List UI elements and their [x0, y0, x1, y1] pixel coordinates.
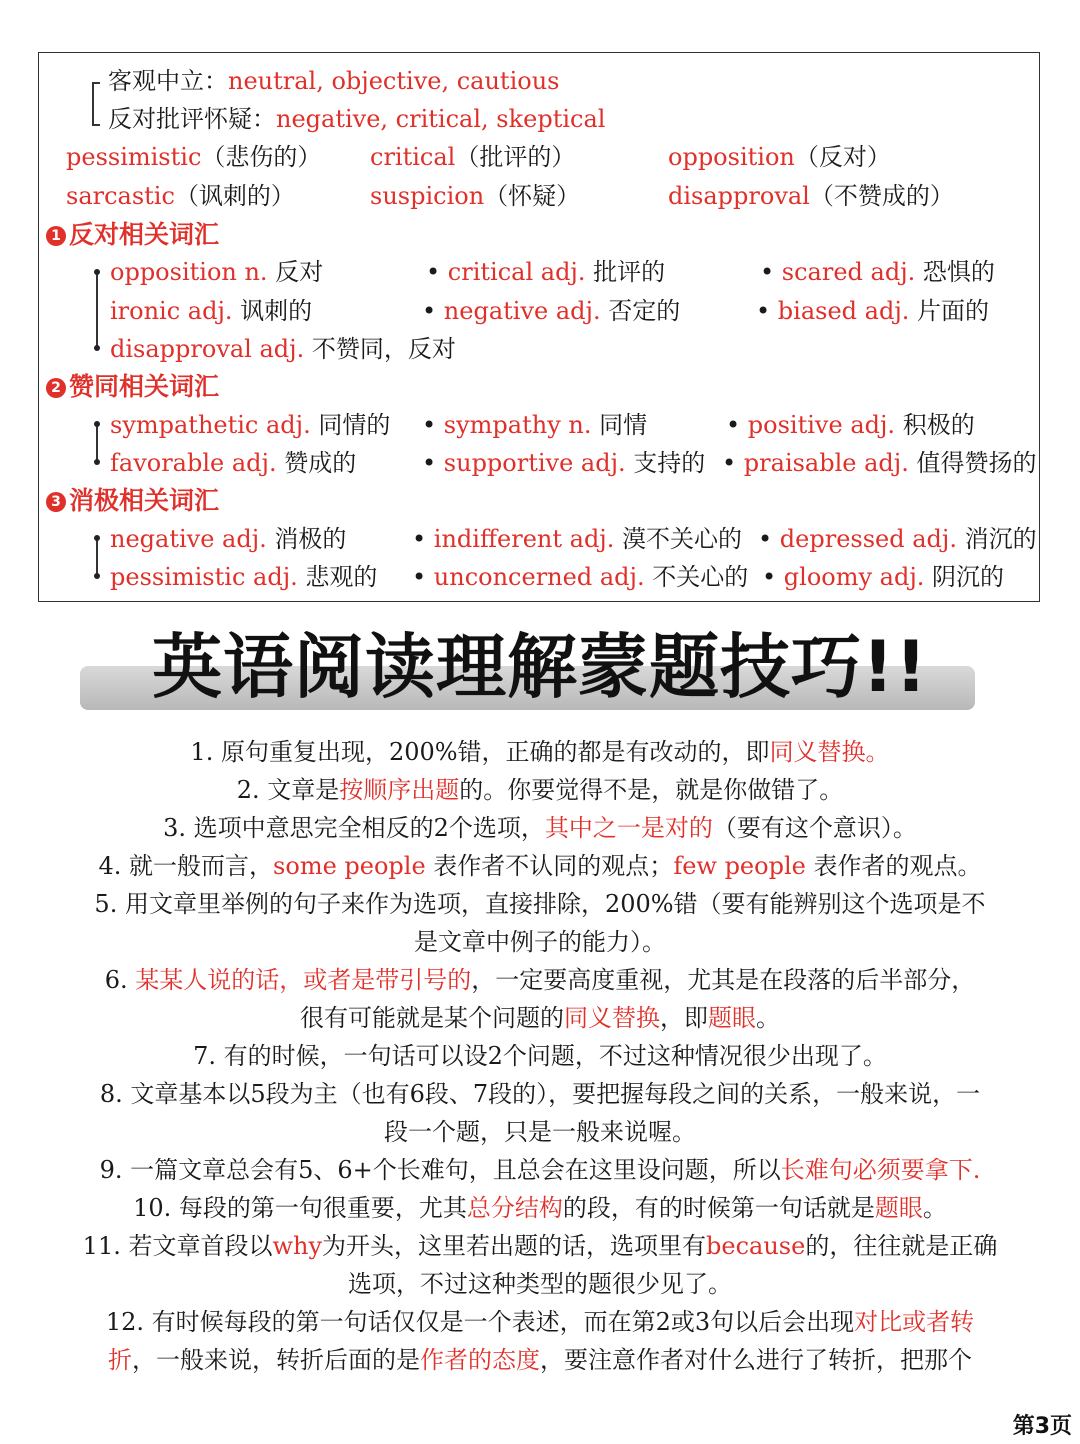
tip-line [30, 999, 1050, 1037]
negative-line [108, 104, 605, 134]
vocab-item: • indifferent adj. 漠不关心的 [412, 525, 743, 553]
vocab-item: • sympathy n. 同情 [422, 411, 648, 439]
pair-en: opposition [668, 143, 795, 171]
tip-text: 1. 原句重复出现，200%错，正确的都是有改动的，即 [190, 738, 770, 766]
pair-zh: （不赞成的） [809, 182, 954, 210]
vocab-en: sympathetic adj. [110, 411, 311, 439]
tip-highlight: few people [673, 852, 806, 880]
vocab-en: biased adj. [777, 297, 910, 325]
vocab-zh: 反对 [267, 258, 324, 286]
tip-text: 8. 文章基本以5段为主（也有6段、7段的），要把握每段之间的关系，一般来说，一 [99, 1080, 981, 1108]
tip-text: 的，往往就是正确 [805, 1232, 998, 1260]
vocab-item: • negative adj. 否定的 [422, 297, 681, 325]
vocab-zh: 不关心的 [644, 563, 749, 591]
vocab-item [110, 257, 323, 287]
tip-text: 7. 有的时候，一句话可以设2个问题，不过这种情况很少出现了。 [193, 1042, 887, 1070]
tip-text: 表作者的观点。 [805, 852, 982, 880]
list-connector [96, 538, 98, 576]
tip-line [30, 733, 1050, 771]
section-number: 3 [46, 492, 66, 512]
tip-text: 3. 选项中意思完全相反的2个选项， [163, 814, 545, 842]
vocab-en: indifferent adj. [433, 525, 615, 553]
vocab-zh: 积极的 [895, 411, 975, 439]
tip-line [30, 1037, 1050, 1075]
tip-highlight: 按顺序出题 [339, 776, 460, 804]
tip-text: ，一定要高度重视，尤其是在段落的后半部分， [471, 966, 976, 994]
pair-en: sarcastic [66, 182, 175, 210]
vocab-zh: 消极的 [266, 525, 347, 553]
tip-text: ，要注意作者对什么进行了转折，把那个 [540, 1346, 972, 1374]
section-title: 赞同相关词汇 [69, 372, 220, 401]
tip-text: 段一个题，只是一般来说喔。 [384, 1118, 696, 1146]
tip-text: 的。你要觉得不是，就是你做错了。 [459, 776, 844, 804]
vocab-item: • scared adj. 恐惧的 [760, 258, 995, 286]
section-heading-opposition [46, 220, 219, 250]
list-connector [96, 424, 98, 462]
vocab-zh: 支持的 [625, 449, 706, 477]
bullet-dot [94, 459, 100, 465]
vocab-en: praisable adj. [743, 449, 909, 477]
bullet-dot [94, 269, 100, 275]
tip-line [30, 1227, 1050, 1265]
bullet-dot [94, 421, 100, 427]
vocab-item [110, 334, 456, 364]
list-connector [96, 272, 98, 348]
tip-text: 为开头，这里若出题的话，选项里有 [322, 1232, 707, 1260]
vocab-zh: 不赞同，反对 [304, 335, 456, 363]
section-heading-approval [46, 372, 219, 402]
tip-text: 的段，有的时候第一句话就是 [562, 1194, 875, 1222]
attitude-pair [66, 142, 321, 172]
tip-item [30, 771, 1050, 809]
tip-text: 2. 文章是 [236, 776, 340, 804]
tip-highlight: 同义替换 [564, 1004, 660, 1032]
negative-label: 反对批评怀疑： [108, 105, 276, 133]
tip-text: 10. 每段的第一句很重要，尤其 [133, 1194, 467, 1222]
tip-item [30, 1303, 1050, 1379]
tip-text: 。 [922, 1194, 947, 1222]
vocab-zh: 同情 [591, 411, 648, 439]
vocab-en: pessimistic adj. [110, 563, 298, 591]
page-number: 第3页 [1012, 1414, 1072, 1439]
vocab-item: • depressed adj. 消沉的 [758, 525, 1037, 553]
vocab-item [110, 410, 390, 440]
vocab-item [110, 296, 312, 326]
pair-en: disapproval [668, 182, 810, 210]
tip-line [30, 1189, 1050, 1227]
vocab-en: gloomy adj. [783, 563, 925, 591]
vocab-zh: 阴沉的 [924, 563, 1005, 591]
vocab-zh: 赞成的 [276, 449, 357, 477]
section-number: 1 [46, 226, 66, 246]
tip-line [30, 1303, 1050, 1341]
vocab-en: critical adj. [447, 258, 586, 286]
vocab-en: positive adj. [747, 411, 896, 439]
vocab-item: • supportive adj. 支持的 [422, 449, 706, 477]
attitude-pair [668, 181, 954, 211]
tips-list [30, 733, 1050, 1379]
tip-highlight: 作者的态度 [420, 1346, 540, 1374]
tip-item [30, 961, 1050, 1037]
vocab-zh: 否定的 [600, 297, 681, 325]
tip-highlight: some people [273, 852, 426, 880]
vocab-item: • positive adj. 积极的 [726, 411, 975, 439]
pair-zh: （批评的） [455, 143, 576, 171]
vocab-en: disapproval adj. [110, 335, 305, 363]
attitude-bracket [92, 82, 100, 126]
tip-text: 5. 用文章里举例的句子来作为选项，直接排除，200%错（要有能辨别这个选项是不 [94, 890, 986, 918]
tip-highlight: 同义替换。 [769, 738, 890, 766]
tip-line [30, 961, 1050, 999]
pair-zh: （悲伤的） [201, 143, 322, 171]
tip-text: 。 [756, 1004, 780, 1032]
attitude-pair [668, 142, 891, 172]
tip-line [30, 847, 1050, 885]
tip-text: 表作者不认同的观点； [425, 852, 674, 880]
tip-highlight: 折 [108, 1346, 132, 1374]
neutral-words: neutral, objective, cautious [228, 67, 560, 95]
tip-item [30, 885, 1050, 961]
vocab-zh: 批评的 [585, 258, 666, 286]
tip-item [30, 1037, 1050, 1075]
tip-item [30, 1189, 1050, 1227]
vocab-en: unconcerned adj. [433, 563, 645, 591]
tip-text: 很有可能就是某个问题的 [300, 1004, 564, 1032]
vocab-en: supportive adj. [443, 449, 626, 477]
tip-item [30, 847, 1050, 885]
vocab-item: • critical adj. 批评的 [426, 258, 666, 286]
tip-text: ，一般来说，转折后面的是 [132, 1346, 420, 1374]
tip-line [30, 923, 1050, 961]
vocab-en: depressed adj. [779, 525, 957, 553]
negative-words: negative, critical, skeptical [276, 105, 606, 133]
vocab-en: negative adj. [443, 297, 601, 325]
vocab-zh: 片面的 [909, 297, 990, 325]
tip-text: 9. 一篇文章总会有5、6+个长难句，且总会在这里设问题，所以 [99, 1156, 781, 1184]
tip-line [30, 1265, 1050, 1303]
pair-en: critical [370, 143, 456, 171]
vocab-en: opposition n. [110, 258, 268, 286]
vocab-en: ironic adj. [110, 297, 233, 325]
tip-text: 6. [104, 966, 136, 994]
tip-highlight: 其中之一是对的 [544, 814, 713, 842]
tip-text: 4. 就一般而言， [98, 852, 274, 880]
section-title: 反对相关词汇 [69, 220, 220, 249]
attitude-pair [370, 181, 580, 211]
page-title: 英语阅读理解蒙题技巧!! [152, 626, 928, 708]
vocab-zh: 同情的 [310, 411, 391, 439]
vocab-item [110, 524, 346, 554]
pair-en: pessimistic [66, 143, 202, 171]
neutral-line [108, 66, 559, 96]
section-heading-negative [46, 486, 219, 516]
pair-zh: （怀疑） [484, 182, 581, 210]
pair-zh: （反对） [794, 143, 891, 171]
tip-text: ，即 [660, 1004, 708, 1032]
tip-text: 是文章中例子的能力）。 [414, 928, 666, 956]
tip-line [30, 1113, 1050, 1151]
tip-line [30, 885, 1050, 923]
neutral-label: 客观中立： [108, 67, 228, 95]
section-title: 消极相关词汇 [69, 486, 220, 515]
tip-item [30, 1075, 1050, 1151]
pair-zh: （讽刺的） [174, 182, 295, 210]
vocab-zh: 值得赞扬的 [908, 449, 1037, 477]
attitude-pair [370, 142, 575, 172]
vocab-item: • unconcerned adj. 不关心的 [412, 563, 749, 591]
tip-text: 11. 若文章首段以 [82, 1232, 273, 1260]
vocab-en: sympathy n. [443, 411, 592, 439]
vocab-en: favorable adj. [110, 449, 277, 477]
vocab-item [110, 448, 356, 478]
tip-line [30, 771, 1050, 809]
bullet-dot [94, 573, 100, 579]
tip-item [30, 1151, 1050, 1189]
attitude-pair [66, 181, 295, 211]
tip-text: （要有这个意识）。 [712, 814, 917, 842]
tip-highlight: why [272, 1232, 323, 1260]
tip-highlight: 对比或者转 [854, 1308, 975, 1336]
tip-item [30, 733, 1050, 771]
tip-highlight: 某某人说的话，或者是带引号的 [135, 966, 472, 994]
vocab-item [110, 562, 377, 592]
tip-line [30, 809, 1050, 847]
tip-highlight: 题眼 [874, 1194, 923, 1222]
tip-text: 选项，不过这种类型的题很少见了。 [348, 1270, 732, 1298]
vocab-zh: 恐惧的 [915, 258, 995, 286]
tip-highlight: 总分结构 [466, 1194, 563, 1222]
vocab-en: scared adj. [781, 258, 916, 286]
bullet-dot [94, 345, 100, 351]
vocab-zh: 讽刺的 [232, 297, 313, 325]
vocab-item: • biased adj. 片面的 [756, 297, 990, 325]
tip-highlight: 题眼 [708, 1004, 756, 1032]
tip-highlight: 长难句必须要拿下. [780, 1156, 981, 1184]
vocab-zh: 悲观的 [297, 563, 378, 591]
section-number: 2 [46, 378, 66, 398]
vocab-en: negative adj. [110, 525, 267, 553]
tip-line [30, 1075, 1050, 1113]
vocab-zh: 漠不关心的 [614, 525, 743, 553]
vocab-zh: 消沉的 [956, 525, 1037, 553]
pair-en: suspicion [370, 182, 485, 210]
tip-highlight: because [706, 1232, 806, 1260]
vocab-item: • gloomy adj. 阴沉的 [762, 563, 1005, 591]
vocabulary-box [38, 52, 1040, 602]
tip-line [30, 1341, 1050, 1379]
vocab-item: • praisable adj. 值得赞扬的 [722, 449, 1037, 477]
tip-item [30, 1227, 1050, 1303]
tip-item [30, 809, 1050, 847]
bullet-dot [94, 535, 100, 541]
tip-text: 12. 有时候每段的第一句话仅仅是一个表述，而在第2或3句以后会出现 [105, 1308, 855, 1336]
tip-line [30, 1151, 1050, 1189]
